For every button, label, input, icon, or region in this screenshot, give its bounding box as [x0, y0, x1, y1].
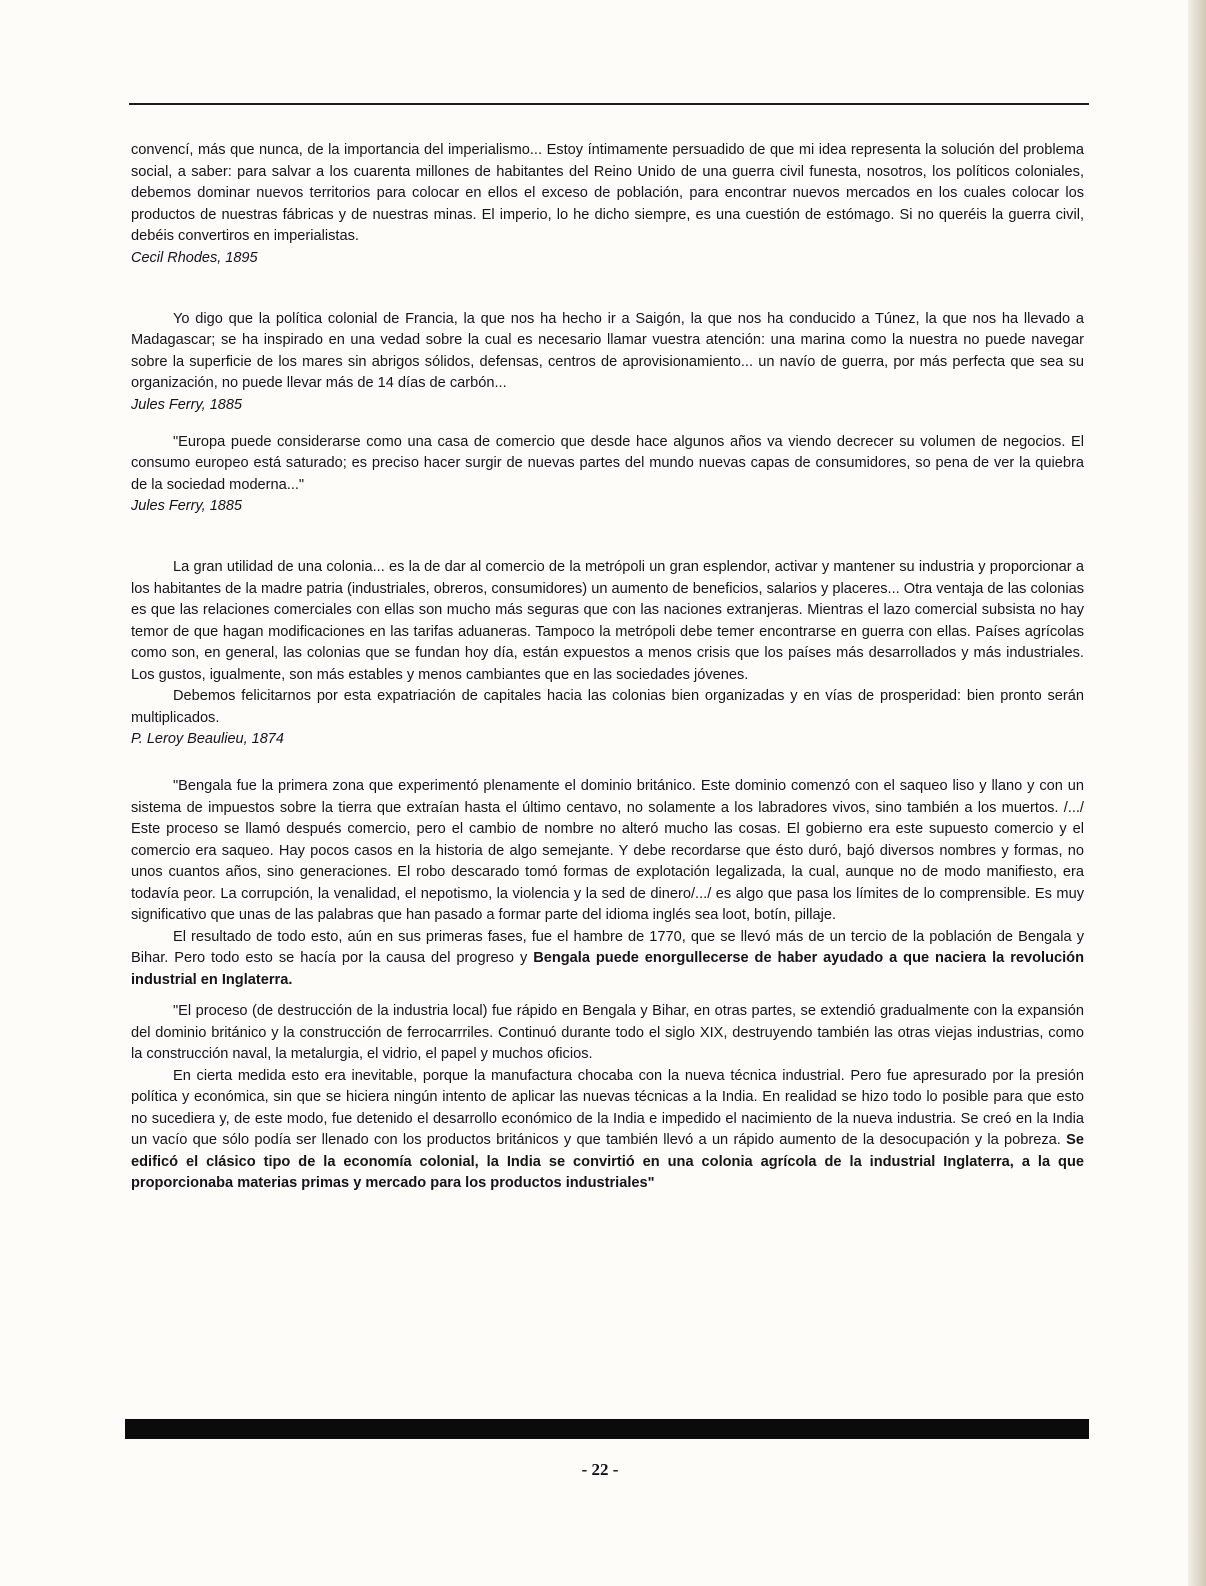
quote-ferry-1-text: Yo digo que la política colonial de Francia, la que nos ha hecho ir a Saigón, la que nos ha conducido a Túnez, la que nos ha llevado a Madagascar; se ha inspirado en una vedad sobre la cual es necesario llamar vuestra atención: una marina como la nuestra no puede navegar sobre la superficie de los mares sin abrigos sólidos, defensas, centros de aprovisionamiento... un navío de guerra, por más perfecta que sea su organización, no puede llevar más de 14 días de carbón... — [131, 310, 1084, 391]
bengala-paragraph-2-plain: El resultado de todo esto, aún en sus primeras fases, fue el hambre de 1770, que se llevó más de un tercio de la población de Bengala y Bihar. Pero todo esto se hacía por la causa del progreso y — [131, 928, 1084, 966]
attribution-ferry-2: Jules Ferry, 1885 — [131, 498, 242, 514]
india-paragraph-2-bold: Se edificó el clásico tipo de la economía colonial, la India se convirtió en una colonia agrícola de la industrial Inglaterra, a la que proporcionaba materias primas y mercado para los productos industriales" — [131, 1132, 1084, 1191]
spacer — [131, 269, 1084, 309]
quote-rhodes-text: convencí, más que nunca, de la importancia del imperialismo... Estoy íntimamente persuadido de que mi idea representa la solución del problema social, a saber: para salvar a los cuarenta millones de habitantes del Reino Unido de una guerra civil funesta, nosotros, los políticos coloniales, debemos dominar nuevos territorios para colocar en ellos el exceso de población, para encontrar nuevos mercados en los cuales colocar los productos de nuestras fábricas y de nuestras minas. El imperio, lo he dicho siempre, es una cuestión de estómago. Si no queréis la guerra civil, debéis convertiros en imperialistas. — [131, 142, 1084, 244]
bengala-paragraph-2 — [131, 927, 1084, 992]
attribution-ferry-1: Jules Ferry, 1885 — [131, 396, 242, 413]
page-number: - 22 - — [581, 1460, 619, 1479]
top-rule — [129, 103, 1089, 105]
bottom-rule-bar — [125, 1419, 1089, 1439]
page-edge-shadow — [1188, 0, 1206, 1586]
bengala-paragraph-2-bold: Bengala puede enorgullecerse de haber ayudado a que naciera la revolución industrial en Inglaterra. — [131, 950, 1084, 988]
quote-ferry-2-text: "Europa puede considerarse como una casa de comercio que desde hace algunos años va viendo decrecer su volumen de negocios. El consumo europeo está saturado; es preciso hacer surgir de nuevas partes del mundo nuevas capas de consumidores, so pena de ver la quiebra de la sociedad moderna..." — [131, 433, 1084, 493]
attribution-rhodes: Cecil Rhodes, 1895 — [131, 249, 258, 266]
quote-beaulieu-text-2: Debemos felicitarnos por esta expatriación de capitales hacia las colonias bien organizadas y en vías de prosperidad: bien pronto serán multiplicados. — [131, 688, 1084, 726]
india-paragraph-2-plain: En cierta medida esto era inevitable, porque la manufactura chocaba con la nueva técnica industrial. Pero fue apresurado por la presión política y económica, sin que se hiciera ningún intento de aplicar las nuevas técnicas a la India. En realidad se hizo todo lo posible para que esto no sucediera y, de este modo, fue detenido el desarrollo económico de la India e impedido el nacimiento de la nueva industria. Se creó en la India un vacío que sólo podía ser llenado con los productos británicos y que también llevó a un rápido aumento de la desocupación y la pobreza. — [131, 1067, 1084, 1148]
spacer — [131, 991, 1084, 1001]
india-paragraph-2 — [131, 1066, 1084, 1195]
spacer — [131, 416, 1084, 432]
spacer — [131, 517, 1084, 557]
india-paragraph-1: "El proceso (de destrucción de la industria local) fue rápido en Bengala y Bihar, en otras partes, se extendió gradualmente con la expansión del dominio británico y la construcción de ferrocarrriles. Continuó durante todo el siglo XIX, destruyendo también las otras viejas industrias, como la construcción naval, la metalurgia, el vidrio, el papel y muchos oficios. — [131, 1003, 1084, 1062]
quote-beaulieu-text-1: La gran utilidad de una colonia... es la de dar al comercio de la metrópoli un gran esplendor, activar y mantener su industria y proporcionar a los habitantes de la madre patria (industriales, obreros, consumidores) un aumento de beneficios, salarios y placeres... Otra ventaja de las colonias es que las relaciones comerciales con ellas son mucho más seguras que con las naciones extranjeras. Mientras el lazo comercial subsista no hay temor de que hagan modificaciones en las tarifas aduaneras. Tampoco la metrópoli debe temer encontrarse en guerra con ellas. Países agrícolas como son, en general, las colonias que se fundan hoy día, están expuestos a menos crisis que los países más desarrollados y más industriales. Los gustos, igualmente, son más estables y menos cambiantes que en las sociedades jóvenes. — [131, 559, 1084, 683]
page-content — [131, 140, 1084, 1195]
attribution-beaulieu: P. Leroy Beaulieu, 1874 — [131, 731, 284, 747]
bengala-paragraph-1: "Bengala fue la primera zona que experimentó plenamente el dominio británico. Este dominio comenzó con el saqueo liso y llano y con un sistema de impuestos sobre la tierra que extraían hasta el último centavo, no solamente a los labradores vivos, sino también a los muertos. /.../ Este proceso se llamó después comercio, pero el cambio de nombre no alteró mucho las cosas. El gobierno era este supuesto comercio y el comercio era saqueo. Hay pocos casos en la historia de algo semejante. Y debe recordarse que ésto duró, bajó diversos nombres y formas, no unos cuantos años, sino generaciones. El robo descarado tomó formas de explotación legalizada, la cual, aunque no de modo manifiesto, era todavía peor. La corrupción, la venalidad, el nepotismo, la violencia y la sed de dinero/.../ es algo que pasa los límites de lo comprensible. Es muy significativo que unas de las palabras que han pasado a formar parte del idioma inglés sea loot, botín, pillaje. — [131, 778, 1084, 923]
spacer — [131, 750, 1084, 776]
